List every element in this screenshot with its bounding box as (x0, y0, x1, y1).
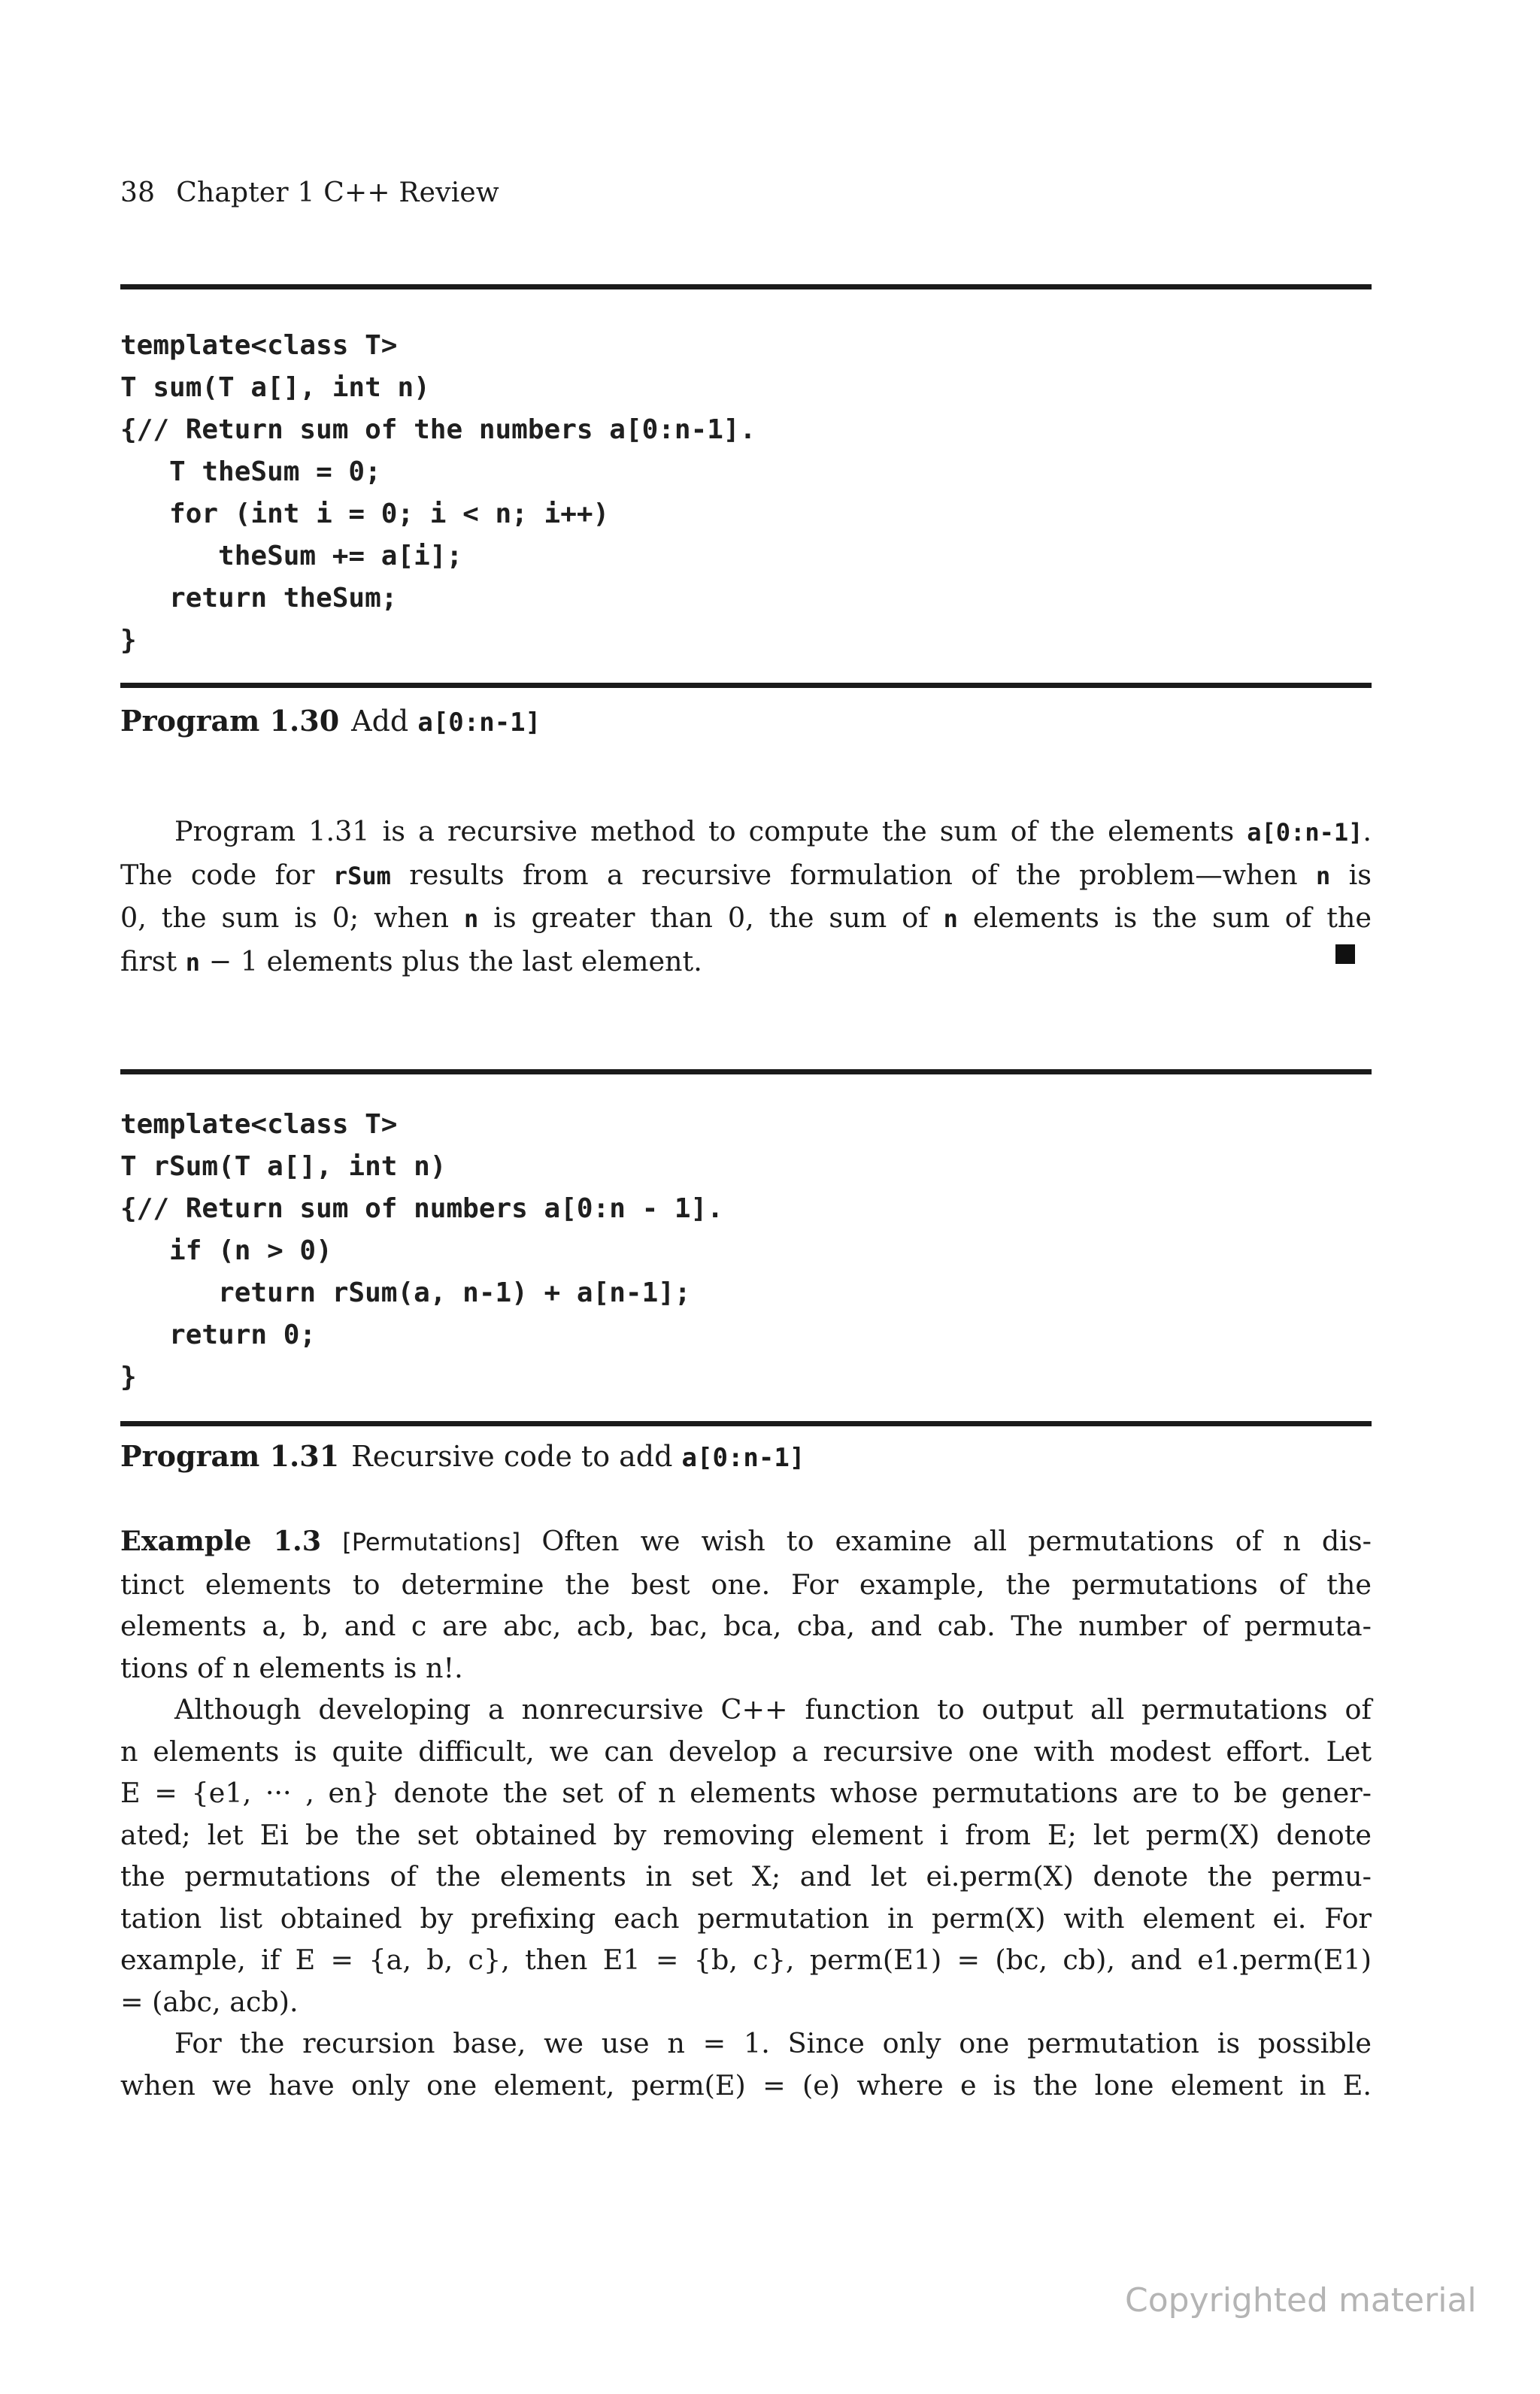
program-131-code (120, 1104, 723, 1399)
code-top-rule (120, 1069, 1372, 1074)
code-line: return theSum; (120, 583, 398, 614)
text-line: the permutations of the elements in set X; and let ei.perm(X) denote the permu- (120, 1860, 1372, 1892)
code-line: } (120, 625, 137, 656)
end-of-proof-square (1335, 944, 1355, 964)
code-line: if (n > 0) (120, 1235, 332, 1266)
caption-text: Add (351, 705, 409, 738)
program-131-caption (120, 1439, 805, 1473)
code-bottom-rule (120, 683, 1372, 688)
copyright-watermark: Copyrighted material (1125, 2281, 1477, 2320)
code-line: T rSum(T a[], int n) (120, 1151, 447, 1182)
code-line: template<class T> (120, 330, 398, 361)
code-line: return rSum(a, n-1) + a[n-1]; (120, 1277, 691, 1308)
text-line: Although developing a nonrecursive C++ function to output all permutations of (174, 1693, 1372, 1726)
code-top-rule (120, 284, 1372, 289)
code-line: T theSum = 0; (120, 456, 381, 487)
text-line: For the recursion base, we use n = 1. Since only one permutation is possible (174, 2027, 1372, 2059)
text-line: Program 1.31 is a recursive method to compute the sum of the elements a[0:n-1]. (174, 815, 1372, 847)
example-paragraph (120, 1520, 1372, 2106)
text-line: E = {e1, ··· , en} denote the set of n elements whose permutations are to be gener- (120, 1777, 1372, 1809)
example-tag: [Permutations] (342, 1528, 521, 1556)
text-line: = (abc, acb). (120, 1985, 299, 2018)
text-line: tation list obtained by prefixing each permutation in perm(X) with element ei. For (120, 1902, 1372, 1935)
chapter-title: Chapter 1 C++ Review (176, 177, 499, 208)
text-line: when we have only one element, perm(E) = (e) where e is the lone element in E. (120, 2068, 1372, 2102)
text-line: n elements is quite difficult, we can develop a recursive one with modest effort. Let (120, 1735, 1372, 1768)
text-line: elements a, b, and c are abc, acb, bac, bca, cba, and cab. The number of permuta- (120, 1610, 1372, 1642)
text-line: tinct elements to determine the best one. For example, the permutations of the (120, 1568, 1372, 1601)
page-number: 38 (120, 177, 156, 208)
running-header (120, 177, 499, 208)
body-paragraph (120, 811, 1372, 983)
code-line: for (int i = 0; i < n; i++) (120, 498, 610, 529)
text-line: example, if E = {a, b, c}, then E1 = {b, c}, perm(E1) = (bc, cb), and e1.perm(E1) (120, 1944, 1372, 1976)
program-130-caption (120, 704, 541, 738)
text-line: The code for rSum results from a recursive formulation of the problem—when n is (120, 858, 1372, 891)
caption-code: a[0:n-1] (417, 708, 541, 738)
caption-label: Program 1.31 (120, 1439, 340, 1473)
text-line: 0, the sum is 0; when n is greater than 0, the sum of n elements is the sum of the (120, 902, 1372, 934)
example-label: Example 1.3 (120, 1525, 322, 1557)
caption-label: Program 1.30 (120, 704, 340, 738)
text-line: ated; let Ei be the set obtained by removing element i from E; let perm(X) denote (120, 1818, 1372, 1851)
code-line: return 0; (120, 1320, 317, 1350)
code-bottom-rule (120, 1421, 1372, 1426)
code-line: theSum += a[i]; (120, 541, 463, 571)
code-line: {// Return sum of the numbers a[0:n-1]. (120, 414, 756, 445)
text-line: Example 1.3 [Permutations] Often we wish to examine all permutations of n dis- (120, 1525, 1372, 1557)
program-130-code (120, 325, 756, 662)
code-line: } (120, 1362, 137, 1392)
code-line: T sum(T a[], int n) (120, 372, 430, 403)
text-line: first n − 1 elements plus the last element. (120, 944, 702, 977)
caption-text: Recursive code to add (351, 1440, 673, 1473)
code-line: template<class T> (120, 1109, 398, 1140)
code-line: {// Return sum of numbers a[0:n - 1]. (120, 1193, 723, 1224)
text-line: tions of n elements is n!. (120, 1651, 463, 1684)
caption-code: a[0:n-1] (681, 1443, 805, 1473)
